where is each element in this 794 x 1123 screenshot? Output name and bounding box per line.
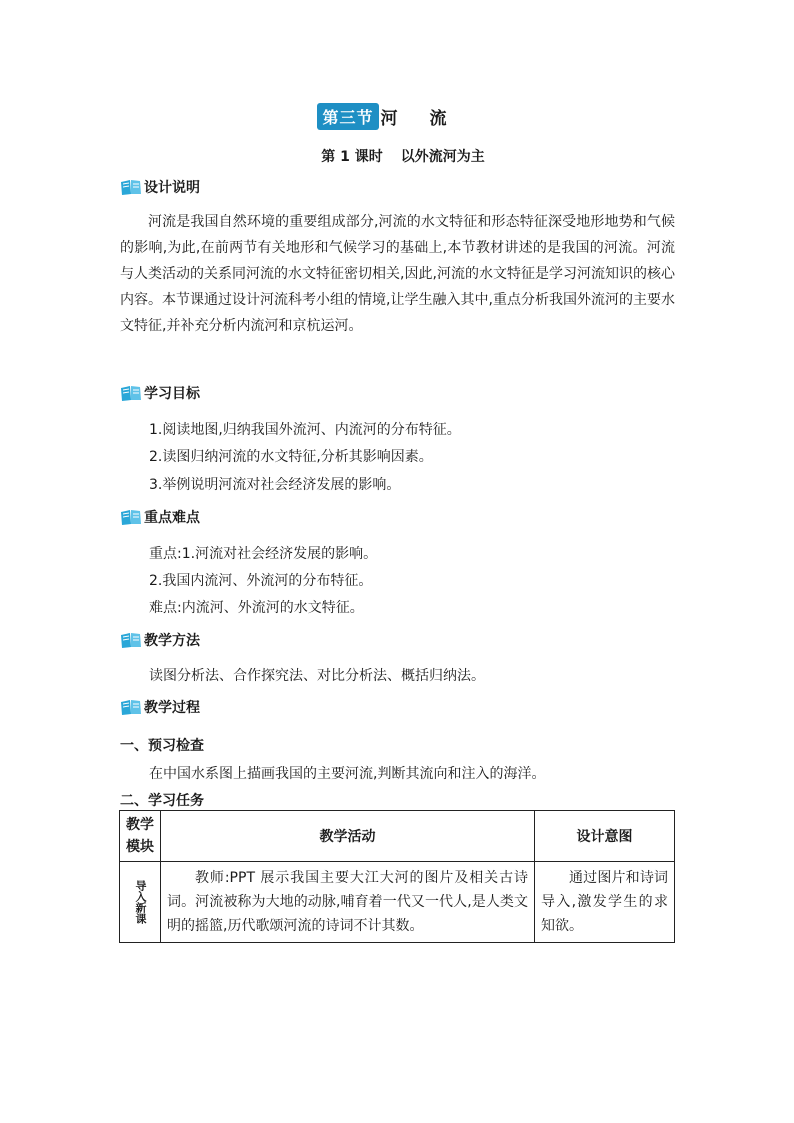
table-row: [120, 862, 675, 943]
book-icon: [120, 631, 142, 649]
keypoint-item: 重点:1.河流对社会经济发展的影响。: [149, 546, 378, 562]
keypoint-item: 难点:内流河、外流河的水文特征。: [149, 600, 364, 616]
intent-cell: 通过图片和诗词导入,激发学生的求知欲。: [535, 862, 675, 943]
lesson-subtitle: [6, 146, 794, 166]
design-body: 河流是我国自然环境的重要组成部分,河流的水文特征和形态特征深受地形地势和气候的影响,为此,在前两节有关地形和气候学习的基础上,本节教材讲述的是我国的河流。河流与人类活动的关系同河流的水文特征密切相关,因此,河流的水文特征是学习河流知识的核心内容。本节课通过设计河流科考小组的情境,让学生融入其中,重点分析我国外流河的主要水文特征,并补充分析内流河和京杭运河。: [120, 214, 675, 334]
methods-heading: 教学方法: [120, 630, 200, 650]
keypoint-item: 2.我国内流河、外流河的分布特征。: [149, 573, 373, 589]
methods-body: 读图分析法、合作探究法、对比分析法、概括归纳法。: [149, 668, 485, 684]
objectives-heading: 学习目标: [120, 383, 200, 403]
col-intent-header: 设计意图: [535, 811, 675, 862]
module-cell: 导入新课: [120, 862, 161, 943]
activity-cell: 教师:PPT 展示我国主要大江大河的图片及相关古诗词。河流被称为大地的动脉,哺育着一代又一代人,是人类文明的摇篮,历代歌颂河流的诗词不计其数。: [161, 862, 535, 943]
design-heading: 设计说明: [120, 177, 200, 197]
book-icon: [120, 698, 142, 716]
book-icon: [120, 508, 142, 526]
lesson-number: 第 1 课时: [321, 149, 383, 165]
preview-heading: 一、预习检查: [120, 738, 204, 754]
preview-body: 在中国水系图上描画我国的主要河流,判断其流向和注入的海洋。: [149, 766, 546, 782]
objective-item: 1.阅读地图,归纳我国外流河、内流河的分布特征。: [149, 422, 461, 438]
lesson-topic: 以外流河为主: [400, 149, 485, 165]
title-row: [0, 103, 794, 130]
objective-item: 2.读图归纳河流的水文特征,分析其影响因素。: [149, 449, 433, 465]
objective-item: 3.举例说明河流对社会经济发展的影响。: [149, 477, 401, 493]
lesson-table: [119, 810, 675, 943]
book-icon: [120, 384, 142, 402]
keypoints-heading: 重点难点: [120, 507, 200, 527]
section-badge: 第三节: [317, 103, 378, 130]
col-module-header: 教学模块: [120, 811, 161, 862]
book-icon: [120, 178, 142, 196]
col-activity-header: 教学活动: [161, 811, 535, 862]
page-title: 河流: [380, 109, 479, 129]
process-heading: 教学过程: [120, 697, 200, 717]
tasks-heading: 二、学习任务: [120, 793, 204, 809]
table-header-row: [120, 811, 675, 862]
